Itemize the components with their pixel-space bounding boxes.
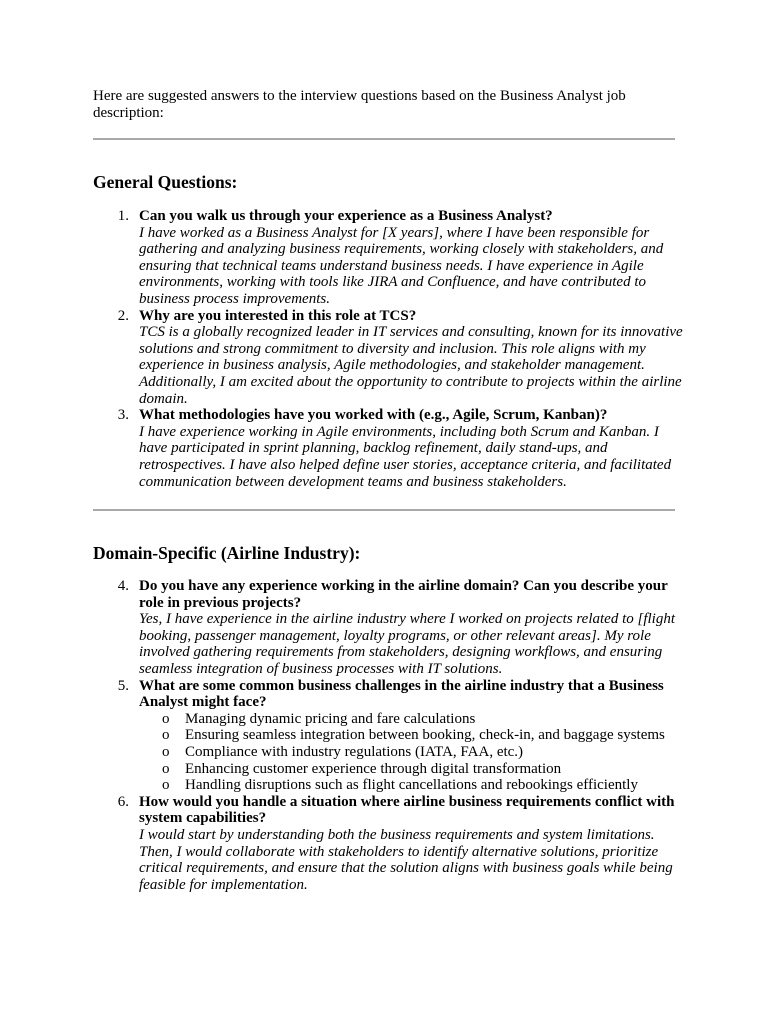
question-text: What are some common business challenges in the airline industry that a Business Analyst might face? <box>139 677 664 711</box>
bullet-marker: o <box>162 743 170 760</box>
question-text: What methodologies have you worked with (e.g., Agile, Scrum, Kanban)? <box>139 407 608 424</box>
horizontal-rule <box>93 509 675 511</box>
answer-text: Yes, I have experience in the airline industry where I worked on projects related to [flight booking, passenger management, loyalty programs, or other relevant areas]. My role involved gathering requirements from stakeholders, designing workflows, and ensuring seamless integration of business processes with IT solutions. <box>139 611 676 677</box>
bullet-text: Managing dynamic pricing and fare calculations <box>185 710 476 727</box>
bullet-item <box>139 727 684 744</box>
section-heading-airline: Domain-Specific (Airline Industry): <box>93 543 361 563</box>
question-text: Can you walk us through your experience as a Business Analyst? <box>139 208 553 224</box>
answer-text: I have worked as a Business Analyst for [X years], where I have been responsible for gathering and analyzing business requirements, working closely with stakeholders, and ensuring that technical teams understand business needs. I have experience in Agile environments, working with tools like JIRA and Confluence, and have contributed to business process improvements. <box>139 224 664 307</box>
bullet-text: Enhancing customer experience through digital transformation <box>185 760 562 777</box>
answer-text: I would start by understanding both the business requirements and system limitations. Then, I would collaborate with stakeholders to identify alternative solutions, prioritize critical requirements, and ensure that the solution aligns with business goals while being feasible for implementation. <box>139 826 673 893</box>
question-text: Do you have any experience working in the airline domain? Can you describe your role in previous projects? <box>139 578 668 611</box>
section-heading-general: General Questions: <box>93 172 238 192</box>
question-text: How would you handle a situation where airline business requirements conflict with system capabilities? <box>139 793 675 827</box>
intro-paragraph: Here are suggested answers to the interview questions based on the Business Analyst job description: <box>93 88 626 121</box>
question-number: 1. <box>117 208 129 224</box>
question-number: 5. <box>117 677 129 694</box>
question-item <box>0 407 684 490</box>
bullet-item <box>139 761 684 778</box>
answer-text: I have experience working in Agile environments, including both Scrum and Kanban. I have participated in sprint planning, backlog refinement, daily stand-ups, and retrospectives. I have also helped define user stories, acceptance criteria, and facilitated communication between development teams and business stakeholders. <box>139 423 672 490</box>
question-item <box>0 678 684 794</box>
bullet-item <box>139 711 684 728</box>
bullet-marker: o <box>162 760 170 777</box>
bullet-item <box>139 777 684 794</box>
bullet-marker: o <box>162 727 170 744</box>
question-text: Why are you interested in this role at TCS? <box>139 307 417 324</box>
question-number: 4. <box>117 578 129 594</box>
question-number: 3. <box>117 407 129 424</box>
question-item <box>0 308 684 408</box>
bullet-marker: o <box>162 710 170 727</box>
horizontal-rule <box>93 138 675 140</box>
question-number: 2. <box>117 307 129 324</box>
question-item <box>0 208 684 308</box>
general-questions-list <box>0 208 684 490</box>
bullet-text: Ensuring seamless integration between booking, check-in, and baggage systems <box>185 727 665 744</box>
answer-text: TCS is a globally recognized leader in IT services and consulting, known for its innovative solutions and strong commitment to diversity and inclusion. This role aligns with my experience in business analysis, Agile methodologies, and stakeholder management. Additionally, I am excited about the opportunity to contribute to projects within the airline domain. <box>139 324 683 407</box>
airline-questions-list <box>0 578 684 893</box>
question-item <box>0 578 684 678</box>
bullet-text: Compliance with industry regulations (IATA, FAA, etc.) <box>185 743 524 760</box>
challenge-bullet-list <box>139 711 684 794</box>
bullet-marker: o <box>162 777 170 794</box>
bullet-text: Handling disruptions such as flight cancellations and rebookings efficiently <box>185 777 638 794</box>
bullet-item <box>139 744 684 761</box>
question-item <box>0 794 684 894</box>
question-number: 6. <box>117 793 129 810</box>
